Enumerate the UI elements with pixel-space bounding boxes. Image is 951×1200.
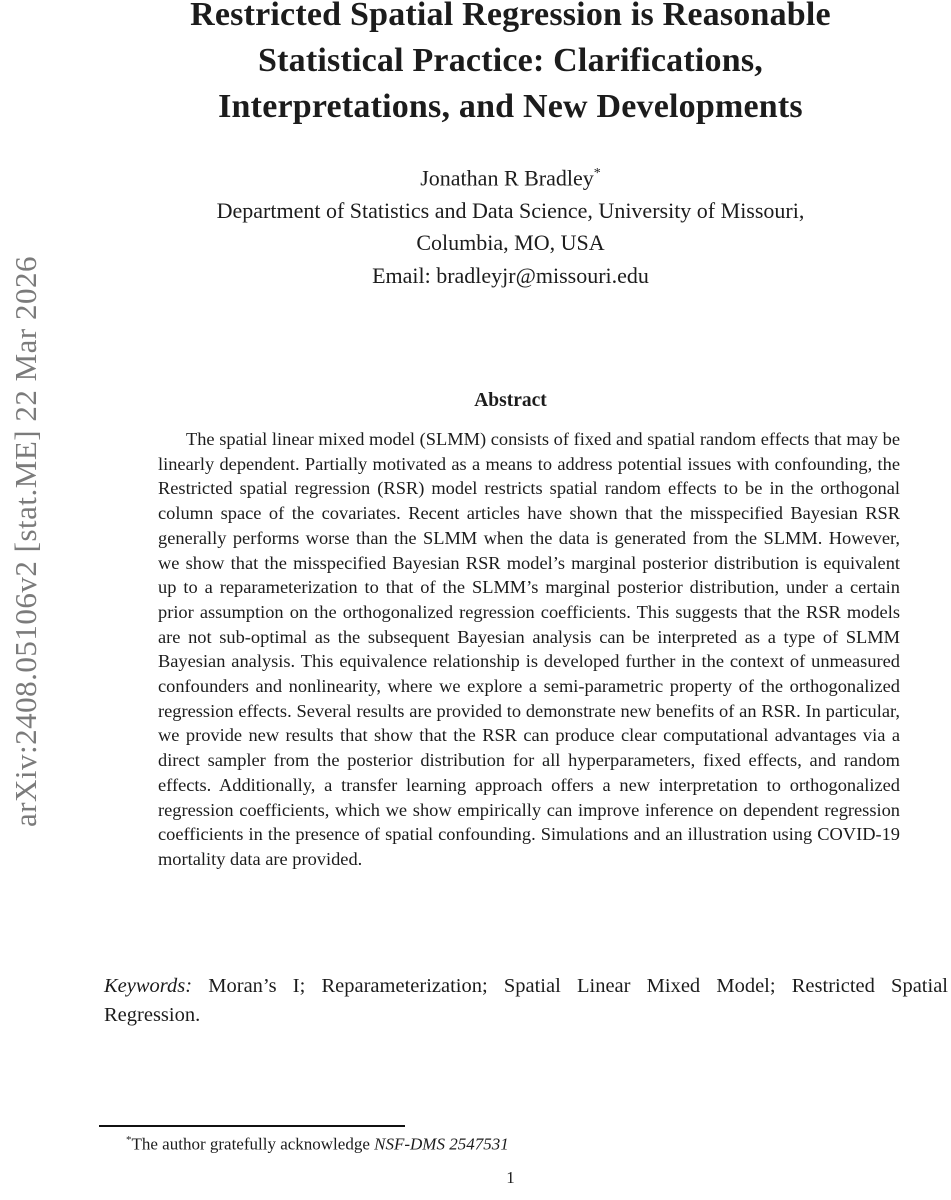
author-affiliation-line-2: Columbia, MO, USA <box>416 230 605 256</box>
footnote-grant-number: NSF-DMS 2547531 <box>374 1134 509 1154</box>
paper-title-line-2: Statistical Practice: Clarifications, <box>258 42 763 79</box>
keywords-label: Keywords: <box>104 975 193 997</box>
author-affiliation-line-1: Department of Statistics and Data Science, University of Missouri, <box>216 197 805 223</box>
footnote-rule <box>99 1125 405 1127</box>
abstract-heading: Abstract <box>474 390 547 411</box>
author-name: Jonathan R Bradley <box>420 165 594 191</box>
author-name-line <box>70 158 951 195</box>
footnote <box>104 1129 904 1156</box>
footnote-text: The author gratefully acknowledge <box>131 1134 375 1154</box>
abstract-text: The spatial linear mixed model (SLMM) consists of fixed and spatial random effects that may be linearly dependent. Partially motivated as a means to address potential issues with confounding, the Restricted spatial regression (RSR) model restricts spatial random effects to be in the orthogonal column space of the covariates. Recent articles have shown that the misspecified Bayesian RSR generally performs worse than the SLMM when the data is generated from the SLMM. However, we show that the misspecified Bayesian RSR model’s marginal posterior distribution is equivalent up to a reparameterization to that of the SLMM’s marginal posterior distribution, under a certain prior assumption on the orthogonalized regression coefficients. This suggests that the RSR models are not sub-optimal as the subsequent Bayesian analysis can be interpreted as a type of SLMM Bayesian analysis. This equivalence relationship is developed further in the context of unmeasured confounders and nonlinearity, where we explore a semi-parametric property of the orthogonalized regression effects. Several results are provided to demonstrate new benefits of an RSR. In particular, we provide new results that show that the RSR can produce clear computational advantages via a direct sampler from the posterior distribution for all hyperparameters, fixed effects, and random effects. Additionally, a transfer learning approach offers a new interpretation to orthogonalized regression coefficients, which we show empirically can improve inference on dependent regression coefficients in the presence of spatial confounding. Simulations and an illustration using COVID-19 mortality data are provided. <box>158 429 900 869</box>
author-footnote-marker: * <box>593 166 601 181</box>
paper-title-line-3: Interpretations, and New Developments <box>218 88 803 125</box>
keywords-list: Moran’s I; Reparameterization; Spatial Linear Mixed Model; Restricted Spatial Regression. <box>104 975 948 1026</box>
paper-title-line-1: Restricted Spatial Regression is Reasonable <box>190 0 831 33</box>
page-number: 1 <box>506 1168 515 1187</box>
arxiv-identifier-text: arXiv:2408.05106v2 [stat.ME] 22 Mar 2026 <box>8 256 43 828</box>
footnote-marker: * <box>126 1134 132 1146</box>
arxiv-watermark <box>4 180 48 904</box>
author-block <box>70 158 951 292</box>
keywords-section <box>104 972 948 1030</box>
author-email: Email: bradleyjr@missouri.edu <box>372 262 649 288</box>
paper-title <box>70 0 951 130</box>
